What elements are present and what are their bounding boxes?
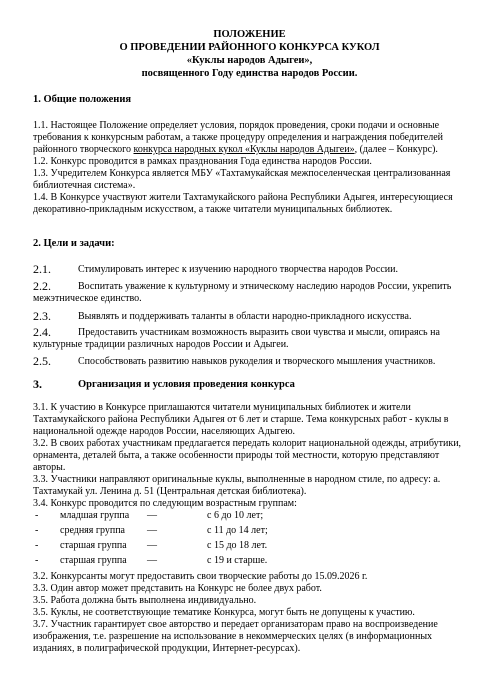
section-2-heading: 2. Цели и задачи: bbox=[33, 238, 115, 249]
group-1-name: младшая группа bbox=[60, 510, 130, 521]
doc-title: ПОЛОЖЕНИЕ bbox=[213, 29, 286, 40]
group-1-dash: - bbox=[35, 510, 39, 521]
section-1-1: 1.1. Настоящее Положение определяет условия, порядок проведения, сроки подачи и основные требования к конкурсным работам, а также процедуру определения и награждения победителей районного творческого конкурса народных кукол «Куклы народов Адыгеи», (далее – Конкурс). bbox=[33, 120, 444, 155]
group-4-name: старшая группа bbox=[60, 555, 127, 566]
section-1-heading: 1. Общие положения bbox=[33, 94, 132, 105]
item-2-3-number: 2.3. bbox=[33, 309, 51, 323]
section-3-number: 3. bbox=[33, 377, 42, 391]
group-3-name: старшая группа bbox=[60, 540, 127, 551]
section-3-heading: Организация и условия проведения конкурса bbox=[78, 379, 295, 390]
section-3-8: 3.5. Куклы, не соответствующие тематике Конкурса, могут быть не допущены к участию. bbox=[33, 607, 415, 618]
section-1-2: 1.2. Конкурс проводится в рамках празднования Года единства народов России. bbox=[33, 156, 372, 167]
section-3-3: 3.3. Участники направляют оригинальные куклы, выполненные в народном стиле, по адресу: а. Тахтамукай ул. Ленина д. 51 (Центральная детская библиотека). bbox=[33, 474, 441, 497]
item-2-3-text: Выявлять и поддерживать таланты в области народно-прикладного искусства. bbox=[78, 311, 412, 322]
group-2-sep: — bbox=[147, 525, 157, 536]
item-2-1-text: Стимулировать интерес к изучению народного творчества народов России. bbox=[78, 264, 398, 275]
group-2-name: средняя группа bbox=[60, 525, 125, 536]
doc-title-line2: О ПРОВЕДЕНИИ РАЙОННОГО КОНКУРСА КУКОЛ bbox=[119, 42, 380, 53]
section-3-9: 3.7. Участник гарантирует свое авторство и передает организаторам право на воспроизведение изображения, т.е. разрешение на использование в некоммерческих целях (в информационных изданиях, в полиграфической продукции, Интернет-ресурсах). bbox=[33, 619, 438, 654]
item-2-4-continuation: культурные традиции различных народов России и Адыгеи. bbox=[33, 339, 289, 350]
group-4-dash: - bbox=[35, 555, 39, 566]
group-3-dash: - bbox=[35, 540, 39, 551]
group-1-range: с 6 до 10 лет; bbox=[207, 510, 264, 521]
doc-title-line4: посвященного Году единства народов России. bbox=[141, 68, 358, 79]
group-4-sep: — bbox=[147, 555, 157, 566]
item-2-2-number: 2.2. bbox=[33, 279, 51, 293]
item-2-5-text: Способствовать развитию навыков рукоделия и творческого мышления участников. bbox=[78, 356, 436, 367]
item-2-2-text: Воспитать уважение к культурному и этническому наследию народов России, укрепить bbox=[78, 281, 452, 292]
section-3-1: 3.1. К участию в Конкурсе приглашаются читатели муниципальных библиотек и жители Тахтамукайского района Республики Адыгея от 6 лет и старше. Тема конкурсных работ - куклы в национальной одежде народов России, населяющих Адыгею. bbox=[33, 402, 449, 437]
section-3-7: 3.5. Работа должна быть выполнена индивидуально. bbox=[33, 595, 257, 606]
doc-title-line3: «Куклы народов Адыгеи», bbox=[186, 55, 313, 66]
item-2-4-number: 2.4. bbox=[33, 325, 51, 339]
section-1-3: 1.3. Учредителем Конкурса является МБУ «Тахтамукайская межпоселенческая централизованная библиотечная система». bbox=[33, 168, 451, 191]
item-2-4-text: Предоставить участникам возможность выразить свои чувства и мысли, опираясь на bbox=[78, 327, 440, 338]
item-2-5-number: 2.5. bbox=[33, 354, 51, 368]
group-3-sep: — bbox=[147, 540, 157, 551]
group-2-range: с 11 до 14 лет; bbox=[207, 525, 268, 536]
group-1-sep: — bbox=[147, 510, 157, 521]
section-3-4: 3.4. Конкурс проводится по следующим возрастным группам: bbox=[33, 498, 297, 509]
section-3-6: 3.3. Один автор может представить на Конкурс не более двух работ. bbox=[33, 583, 322, 594]
group-4-range: с 19 и старше. bbox=[207, 555, 268, 566]
section-3-2: 3.2. В своих работах участникам предлагается передать колорит национальной одежды, атрибутики, орнамента, деталей быта, а также особенности природы той местности, которую представляют авторы. bbox=[33, 438, 462, 473]
section-3-5: 3.2. Конкурсанты могут предоставить свои творческие работы до 15.09.2026 г. bbox=[33, 571, 368, 582]
item-2-2-continuation: межэтническое единство. bbox=[33, 293, 142, 304]
item-2-1-number: 2.1. bbox=[33, 262, 51, 276]
section-1-4: 1.4. В Конкурсе участвуют жители Тахтамукайского района Республики Адыгея, интересующиеся декоративно-прикладным искусством, а также читатели муниципальных библиотек. bbox=[33, 192, 453, 215]
group-2-dash: - bbox=[35, 525, 39, 536]
group-3-range: с 15 до 18 лет. bbox=[207, 540, 268, 551]
